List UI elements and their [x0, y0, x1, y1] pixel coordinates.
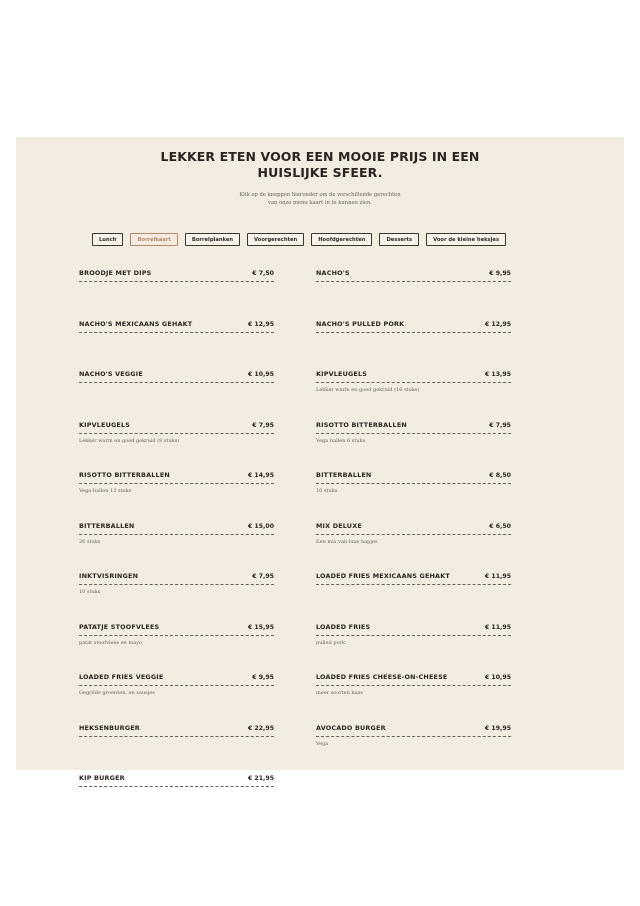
menu-item-name: NACHO'S	[316, 269, 350, 277]
menu-item-description: 20 stuks	[79, 538, 101, 545]
menu-item	[79, 421, 274, 444]
menu-item-price: € 11,95	[484, 573, 511, 580]
page-title-line-1: LEKKER ETEN VOOR EEN MOOIE PRIJS IN EEN	[160, 149, 480, 164]
page-subtitle-line-2: van onze menu kaart in te kunnen zien.	[268, 200, 372, 206]
menu-item-row	[316, 471, 511, 484]
menu-item-name: KIPVLEUGELS	[79, 420, 131, 429]
menu-item	[316, 623, 511, 646]
menu-item	[79, 724, 274, 737]
menu-item-row	[316, 320, 511, 333]
menu-item-price: € 19,95	[484, 724, 511, 732]
menu-item-price: € 13,95	[484, 371, 511, 378]
menu-item-row	[316, 572, 511, 585]
tab-desserts[interactable]: Desserts	[379, 233, 419, 246]
menu-item-description: Vega	[316, 740, 329, 747]
menu-item-row	[79, 320, 274, 333]
menu-item-price: € 7,50	[252, 270, 274, 277]
menu-item	[79, 774, 274, 787]
menu-item-price: € 11,95	[484, 623, 511, 631]
menu-item-price: € 9,95	[252, 674, 274, 681]
menu-item-row	[316, 724, 511, 737]
menu-item-description: patat stoofvlees en mayo	[79, 639, 143, 646]
menu-item-price: € 9,95	[489, 270, 511, 277]
menu-item-name: NACHO'S MEXICAANS GEHAKT	[79, 319, 193, 328]
tab-voorgerechten[interactable]: Voorgerechten	[247, 233, 304, 246]
menu-item-price: € 12,95	[484, 320, 511, 328]
menu-item-row	[79, 522, 274, 535]
menu-item	[79, 471, 274, 494]
menu-item-name: KIP BURGER	[79, 774, 125, 782]
menu-item-price: € 7,95	[252, 573, 274, 580]
menu-item-price: € 14,95	[247, 472, 274, 479]
menu-item-description: Lekker warm en goed gekruid (8 stuks)	[79, 437, 180, 444]
menu-item-row	[316, 673, 511, 686]
menu-item-name: PATATJE STOOFVLEES	[79, 622, 160, 631]
tab-hoofdgerechten[interactable]: Hoofdgerechten	[311, 233, 372, 246]
menu-item-price: € 10,95	[247, 371, 274, 378]
menu-item-name: LOADED FRIES MEXICAANS GEHAKT	[316, 572, 450, 580]
menu-item-name: BITTERBALLEN	[316, 471, 372, 479]
menu-item	[316, 320, 511, 333]
menu-item-name: LOADED FRIES VEGGIE	[79, 673, 164, 681]
menu-item-row	[316, 421, 511, 434]
menu-item-row	[79, 673, 274, 686]
menu-item-name: LOADED FRIES	[316, 622, 371, 631]
menu-item-description: Een mix van luxe hapjes	[316, 538, 378, 545]
menu-item-name: AVOCADO BURGER	[316, 723, 386, 732]
menu-item-name: RISOTTO BITTERBALLEN	[316, 420, 407, 429]
menu-item-row	[316, 522, 511, 535]
menu-item-price: € 12,95	[247, 320, 274, 328]
menu-item	[79, 673, 274, 696]
tab-borrelplanken[interactable]: Borrelplanken	[185, 233, 240, 246]
menu-item-name: KIPVLEUGELS	[316, 370, 368, 378]
menu-item-row	[79, 623, 274, 636]
menu-item-description: Vega ballen 12 stuks	[79, 488, 132, 494]
menu-item-name: NACHO'S PULLED PORK	[316, 319, 405, 328]
menu-item-description: Lekker warm en goed gekruid (16 stuks)	[316, 387, 420, 393]
menu-item-row	[79, 370, 274, 383]
menu-item-description: Vega ballen 6 stuks	[316, 437, 366, 444]
menu-item-price: € 22,95	[247, 724, 274, 732]
menu-item-name: RISOTTO BITTERBALLEN	[79, 471, 170, 479]
menu-item-name: BROODJE MET DIPS	[79, 269, 152, 277]
menu-item-price: € 7,95	[252, 421, 274, 429]
menu-item-price: € 7,95	[489, 421, 511, 429]
menu-tabs	[92, 233, 506, 246]
menu-item	[79, 320, 274, 333]
menu-item-description: pulled pork	[316, 639, 345, 646]
menu-item-name: HEKSENBURGER	[79, 723, 140, 732]
menu-item	[316, 724, 511, 747]
menu-item-row	[79, 269, 274, 282]
menu-item-description: Gegrilde groenten, en sausjes	[79, 690, 155, 696]
menu-item-description: meer soorten kaas	[316, 690, 363, 696]
menu-item-name: INKTVISRINGEN	[79, 572, 139, 580]
menu-item-price: € 15,00	[247, 522, 274, 530]
menu-item-name: NACHO'S VEGGIE	[79, 370, 143, 378]
menu-item-price: € 8,50	[489, 472, 511, 479]
page-subtitle	[16, 191, 624, 207]
tab-lunch[interactable]: Lunch	[92, 233, 123, 246]
menu-item-price: € 15,95	[247, 623, 274, 631]
menu-item-row	[79, 774, 274, 787]
menu-item-description: 10 stuks	[316, 488, 338, 494]
menu-item-price: € 10,95	[484, 674, 511, 681]
tab-voor-de-kleine-heksjes[interactable]: Voor de kleine heksjes	[426, 233, 506, 246]
menu-item	[316, 421, 511, 444]
menu-item	[316, 471, 511, 494]
menu-item-row	[79, 471, 274, 484]
menu-item	[316, 522, 511, 545]
menu-item-row	[79, 421, 274, 434]
menu-item-row	[316, 269, 511, 282]
menu-item	[79, 572, 274, 595]
menu-item	[79, 623, 274, 646]
menu-item	[79, 269, 274, 282]
menu-item	[316, 370, 511, 393]
page-subtitle-line-1: Klik op de knoppen hieronder om de verschillende gerechten	[239, 192, 401, 198]
menu-item-description: 10 stuks	[79, 589, 101, 595]
tab-borrelkaart[interactable]: Borrelkaart	[130, 233, 177, 246]
menu-item-price: € 6,50	[489, 522, 511, 530]
menu-item	[79, 522, 274, 545]
menu-panel	[16, 137, 624, 782]
menu-item-name: BITTERBALLEN	[79, 521, 135, 530]
menu-item-price: € 21,95	[247, 775, 274, 782]
menu-item	[316, 269, 511, 282]
menu-item-row	[316, 623, 511, 636]
menu-item-name: MIX DELUXE	[316, 521, 362, 530]
menu-item	[316, 673, 511, 696]
menu-item-row	[79, 724, 274, 737]
menu-item	[79, 370, 274, 383]
page-title-line-2: HUISLIJKE SFEER.	[257, 165, 383, 180]
menu-item	[316, 572, 511, 585]
menu-item-row	[79, 572, 274, 585]
page-title	[16, 149, 624, 181]
menu-item-row	[316, 370, 511, 383]
menu-item-name: LOADED FRIES CHEESE-ON-CHEESE	[316, 673, 448, 681]
